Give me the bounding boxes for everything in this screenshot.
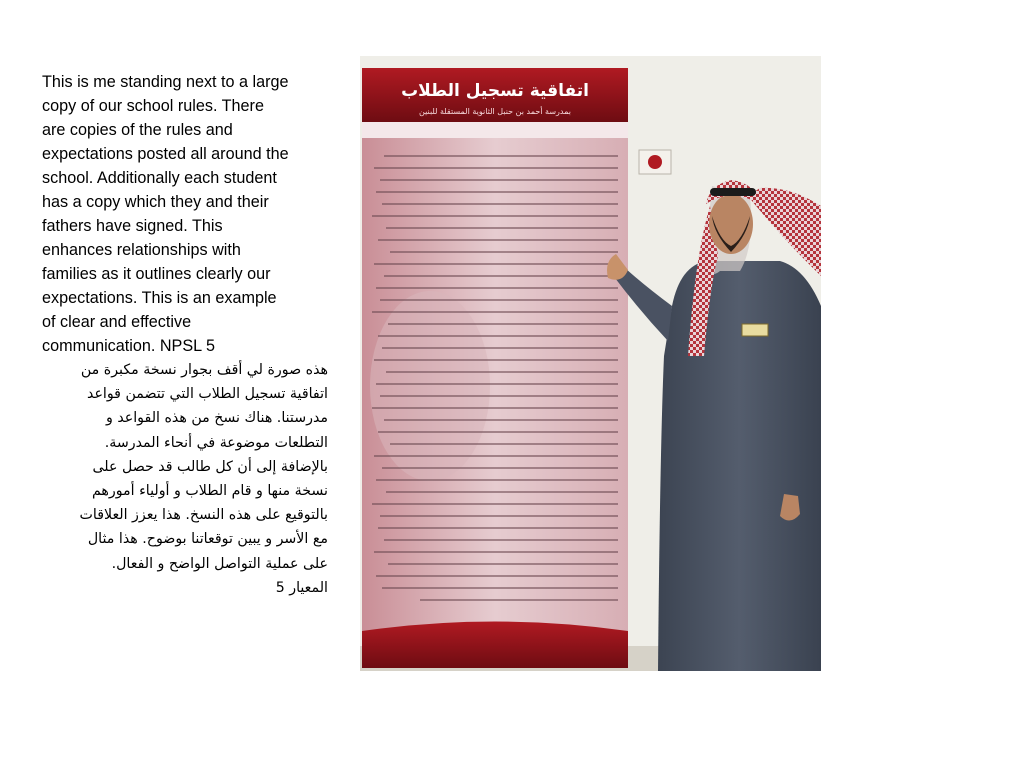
banner-title: اتفاقية تسجيل الطلاب — [401, 81, 589, 101]
arabic-caption: هذه صورة لي أقف بجوار نسخة مكبرة من اتفاقية تسجيل الطلاب التي تتضمن قواعد مدرستنا. هناك نسخ من هذه القواعد و التطلعات موضوعة في أنحاء المدرسة. بالإضافة إلى أن كل طالب قد حصل على نسخة منها و قام الطلاب و أولياء أمورهم بالتوقيع على هذه النسخ. هذا يعزز العلاقات مع الأسر و يبين توقعاتنا بوضوح. هذا مثال على عملية التواصل الواضح و الفعال. المعيار 5 — [79, 362, 328, 596]
banner-subtitle: بمدرسة أحمد بن حنبل الثانوية المستقلة للبنين — [419, 107, 571, 116]
english-caption: This is me standing next to a large copy of our school rules. There are copies of the rules and expectations posted all around the school. Additionally each student has a copy which they and their fathers have signed. This enhances relationships with families as it outlines clearly our expectations. This is an example of clear and effective communication. NPSL 5 — [42, 73, 289, 355]
photo-banner-with-person — [360, 56, 821, 671]
rules-banner — [362, 68, 628, 668]
text-column — [42, 70, 328, 600]
fire-alarm-icon — [639, 150, 671, 174]
